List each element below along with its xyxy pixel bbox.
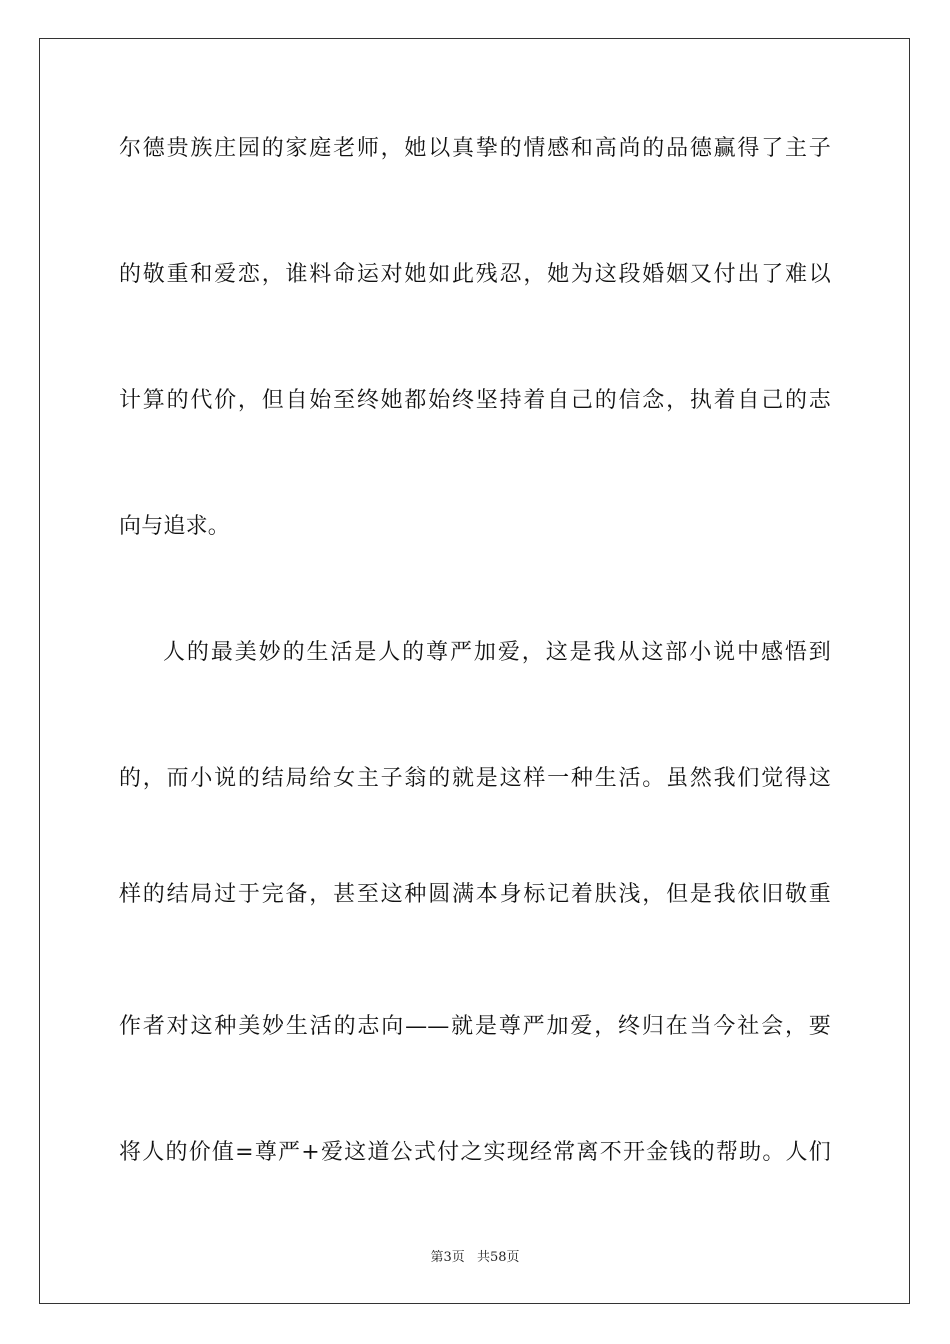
text-line-7: 样的结局过于完备，甚至这种圆满本身标记着肤浅，但是我依旧敬重 <box>119 882 831 907</box>
text-line-3: 计算的代价，但自始至终她都始终坚持着自己的信念，执着自己的志 <box>119 388 831 413</box>
text-line-4: 向与追求。 <box>119 514 231 539</box>
text-line-8: 作者对这种美妙生活的志向——就是尊严加爱，终归在当今社会，要 <box>119 1014 831 1039</box>
page-footer <box>0 1246 950 1265</box>
text-line-2: 的敬重和爱恋，谁料命运对她如此残忍，她为这段婚姻又付出了难以 <box>119 262 831 287</box>
page-total: 共58页 <box>476 1250 520 1265</box>
page-border <box>39 38 910 1304</box>
text-line-9: 将人的价值=尊严+爱这道公式付之实现经常离不开金钱的帮助。人们 <box>119 1140 831 1165</box>
text-line-1: 尔德贵族庄园的家庭老师，她以真挚的情感和高尚的品德赢得了主子 <box>119 136 831 161</box>
text-line-6: 的，而小说的结局给女主子翁的就是这样一种生活。虽然我们觉得这 <box>119 766 831 791</box>
text-line-5: 人的最美妙的生活是人的尊严加爱，这是我从这部小说中感悟到 <box>163 640 831 665</box>
page-number: 第3页 <box>430 1250 465 1265</box>
